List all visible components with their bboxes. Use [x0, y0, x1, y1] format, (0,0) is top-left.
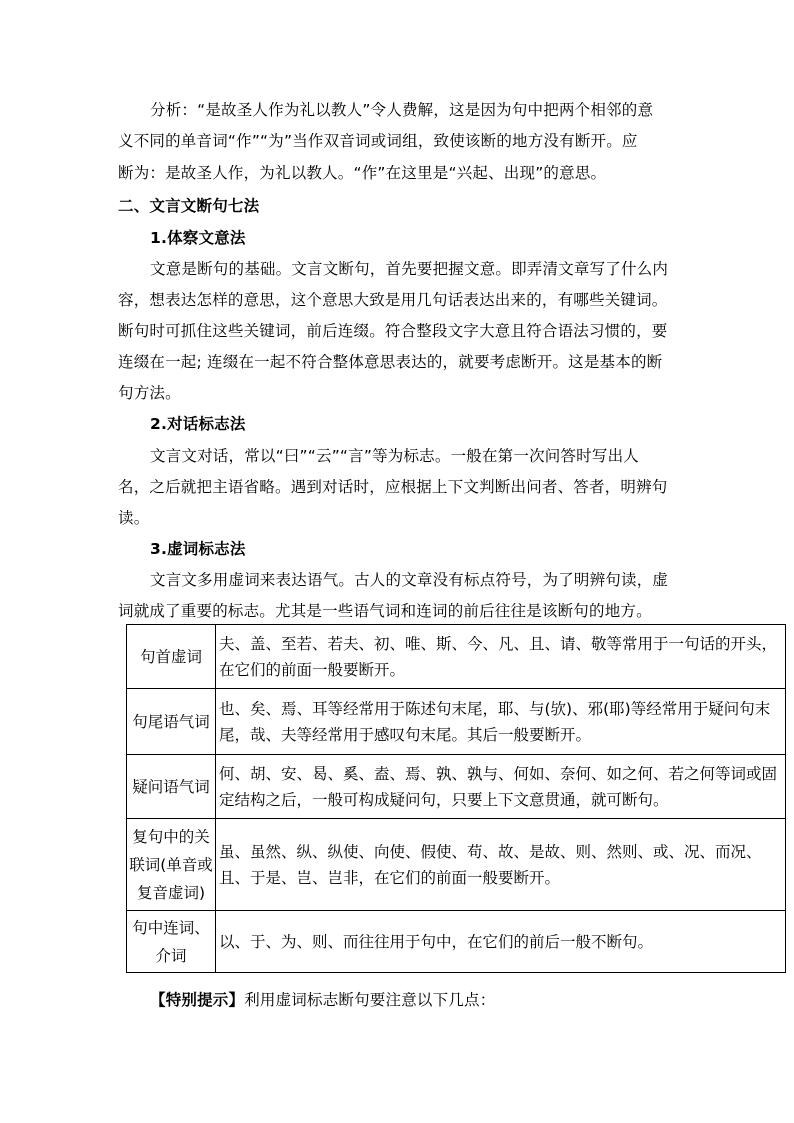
special-tip — [150, 989, 495, 1011]
method1-line-1: 文意是断句的基础。文言文断句，首先要把握文意。即弄清文章写了什么内 — [150, 260, 669, 278]
function-words-table — [126, 624, 786, 973]
table-row-label: 疑问语气词 — [127, 755, 216, 819]
method3-line-2: 词就成了重要的标志。尤其是一些语气词和连词的前后往往是该断句的地方。 — [118, 602, 652, 620]
table-row-label: 句尾语气词 — [127, 689, 216, 755]
table-row — [127, 911, 786, 973]
special-tip-label: 【特别提示】 — [150, 991, 245, 1009]
method1-line-4: 连缀在一起; 连缀在一起不符合整体意思表达的，就要考虑断开。这是基本的断 — [118, 353, 663, 371]
table-row — [127, 819, 786, 911]
method2-line-2: 名，之后就把主语省略。遇到对话时，应根据上下文判断出问者、答者，明辨句 — [118, 478, 668, 496]
table-row-desc: 以、于、为、则、而往往用于句中，在它们的前后一般不断句。 — [216, 911, 786, 973]
method1-title: 1.体察文意法 — [150, 229, 246, 247]
table-row-desc: 也、矣、焉、耳等经常用于陈述句末尾，耶、与(欤)、邪(耶)等经常用于疑问句末尾，哉、夫等经常用于感叹句末尾。其后一般要断开。 — [216, 689, 786, 755]
analysis-line-2: 义不同的单音词“作”“为”当作双音词或词组，致使该断的地方没有断开。应 — [118, 132, 638, 150]
method2-line-3: 读。 — [118, 509, 150, 527]
method1-line-5: 句方法。 — [118, 384, 181, 402]
special-tip-text: 利用虚词标志断句要注意以下几点： — [244, 991, 496, 1009]
table-row-label: 句首虚词 — [127, 625, 216, 689]
table-row — [127, 689, 786, 755]
table-row — [127, 755, 786, 819]
method1-line-3: 断句时可抓住这些关键词，前后连缀。符合整段文字大意且符合语法习惯的，要 — [118, 322, 668, 340]
section-title: 二、文言文断句七法 — [118, 197, 260, 215]
method3-line-1: 文言文多用虚词来表达语气。古人的文章没有标点符号，为了明辨句读，虚 — [150, 571, 669, 589]
table-row — [127, 625, 786, 689]
table-row-desc: 夫、盖、至若、若夫、初、唯、斯、今、凡、且、请、敬等常用于一句话的开头，在它们的前面一般要断开。 — [216, 625, 786, 689]
method3-title: 3.虚词标志法 — [150, 540, 246, 558]
table-row-desc: 何、胡、安、曷、奚、盍、焉、孰、孰与、何如、奈何、如之何、若之何等词或固定结构之后，一般可构成疑问句，只要上下文意贯通，就可断句。 — [216, 755, 786, 819]
method2-line-1: 文言文对话，常以“曰”“云”“言”等为标志。一般在第一次问答时写出人 — [150, 447, 639, 465]
method1-line-2: 容，想表达怎样的意思，这个意思大致是用几句话表达出来的，有哪些关键词。 — [118, 291, 668, 309]
table-row-desc: 虽、虽然、纵、纵使、向使、假使、苟、故、是故、则、然则、或、况、而况、且、于是、岂、岂非，在它们的前面一般要断开。 — [216, 819, 786, 911]
analysis-line-1: 分析：“是故圣人作为礼以教人”令人费解，这是因为句中把两个相邻的意 — [150, 101, 654, 119]
method2-title: 2.对话标志法 — [150, 415, 246, 433]
analysis-line-3: 断为：是故圣人作，为礼以教人。“作”在这里是“兴起、出现”的意思。 — [118, 164, 607, 182]
table-row-label: 复句中的关联词(单音或复音虚词) — [127, 819, 216, 911]
table-row-label: 句中连词、介词 — [127, 911, 216, 973]
